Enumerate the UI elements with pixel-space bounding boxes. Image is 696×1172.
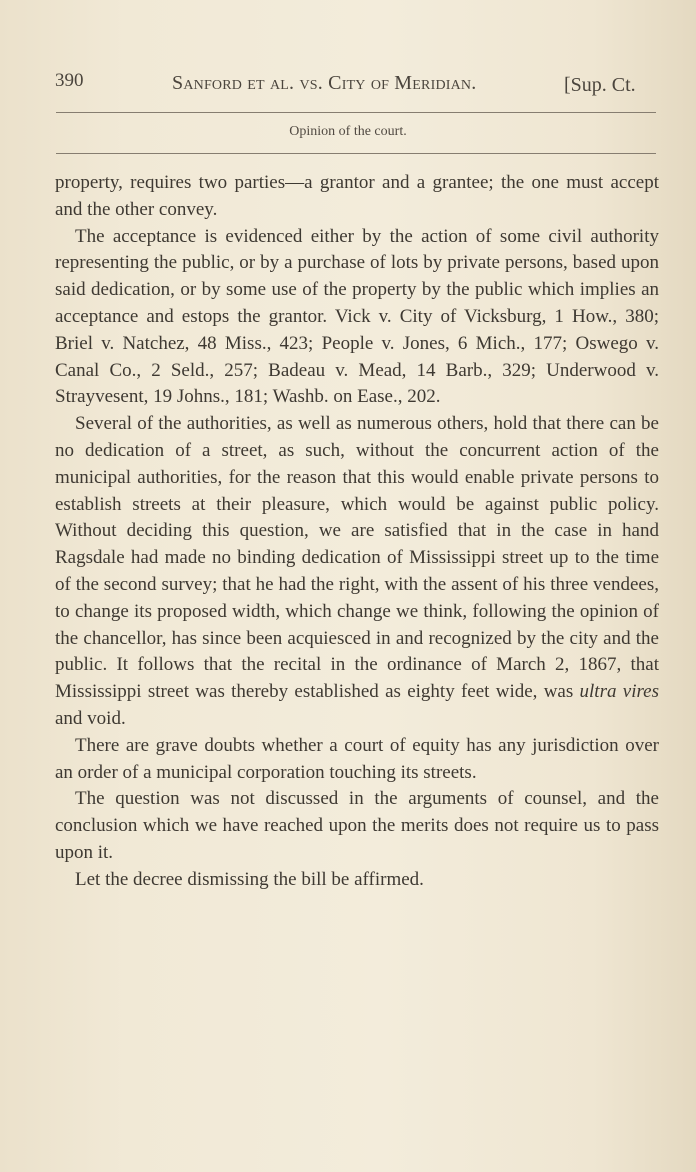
paragraph-3 <box>55 411 659 733</box>
page-header <box>0 66 696 98</box>
paragraph-2: The acceptance is evidenced either by the action of some civil authority representing the public, or by a purchase of lots by private persons, based upon said dedication, or by some use of the property by the public which implies an acceptance and estops the grantor. Vick v. City of Vicksburg, 1 How., 380; Briel v. Natchez, 48 Miss., 423; People v. Jones, 6 Mich., 177; Oswego v. Canal Co., 2 Seld., 257; Badeau v. Mead, 14 Barb., 329; Underwood v. Strayvesent, 19 Johns., 181; Washb. on Ease., 202. <box>55 225 659 408</box>
header-rule-top <box>56 112 656 113</box>
paragraph-4: There are grave doubts whether a court of equity has any jurisdiction over an order of a municipal corporation touching its streets. <box>55 734 659 783</box>
running-title: Sanford et al. vs. City of Meridian. <box>172 72 477 94</box>
paragraph-3-ending: and void. <box>55 707 126 729</box>
paragraph-1: property, requires two parties—a grantor and a grantee; the one must accept and the other convey. <box>55 172 659 220</box>
paragraph-5: The question was not discussed in the arguments of counsel, and the conclusion which we have reached upon the merits does not require us to pass upon it. <box>55 788 659 863</box>
paragraph-6: Let the decree dismissing the bill be affirmed. <box>75 868 424 890</box>
italic-phrase: ultra vires <box>579 681 659 703</box>
header-rule-bottom <box>56 153 656 154</box>
opinion-subheader: Opinion of the court. <box>289 124 407 139</box>
opinion-text <box>55 170 659 894</box>
page-number: 390 <box>55 70 84 91</box>
court-tag: [Sup. Ct. <box>564 74 636 96</box>
paragraph-3-text: Several of the authorities, as well as numerous others, hold that there can be no dedication of a street, as such, without the concurrent action of the municipal authorities, for the reason that this would enable private persons to establish streets at their pleasure, which would be against public policy. Without deciding this question, we are satisfied that in the case in hand Ragsdale had made no binding dedication of Mississippi street up to the time of the second survey; that he had the right, with the assent of his three vendees, to change its proposed width, which change we think, following the opinion of the chancellor, has since been acquiesced in and recognized by the city and the public. It follows that the recital in the ordinance of March 2, 1867, that Mississippi street was thereby established as eighty feet wide, was <box>55 413 659 703</box>
